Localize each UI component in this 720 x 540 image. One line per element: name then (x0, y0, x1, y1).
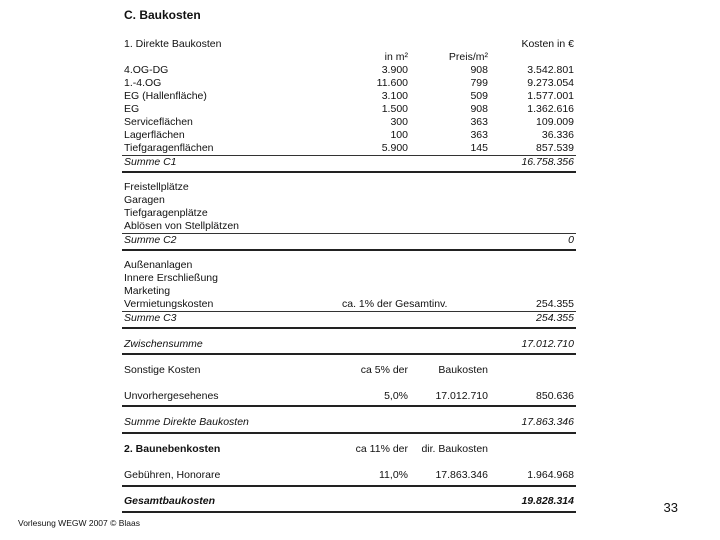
unforeseen-row (124, 390, 574, 403)
direct-total-value: 17.863.346 (521, 416, 574, 428)
unit-header: in m² (384, 51, 408, 63)
grand-total-row (124, 495, 574, 508)
row-area: 100 (390, 129, 408, 141)
divider (122, 353, 576, 355)
price-header: Preis/m² (448, 51, 488, 63)
row-price: 363 (470, 129, 488, 141)
divider (122, 327, 576, 329)
row-label: Tiefgaragenplätze (124, 207, 208, 219)
row-area: 3.100 (381, 90, 408, 102)
document-title: C. Baukosten (124, 8, 201, 22)
row-cost: 9.273.054 (527, 77, 574, 89)
row-base: 17.863.346 (435, 469, 488, 481)
slide-number: 33 (663, 500, 678, 515)
row-cost: 254.355 (536, 298, 574, 310)
table-row (124, 116, 574, 129)
grand-total-value: 19.828.314 (521, 495, 574, 507)
sum-c3-row (124, 312, 574, 325)
list-item (124, 207, 574, 220)
row-base: dir. Baukosten (421, 443, 488, 455)
row-area: 11.600 (376, 77, 408, 89)
sum-label: Summe C1 (124, 156, 177, 168)
row-label: 1.-4.OG (124, 77, 162, 89)
list-item (124, 285, 574, 298)
divider (122, 405, 576, 407)
row-cost: 857.539 (536, 142, 574, 154)
list-item (124, 272, 574, 285)
list-item (124, 181, 574, 194)
row-cost: 1.964.968 (527, 469, 574, 481)
column-headers (124, 51, 574, 64)
row-label: Marketing (124, 285, 171, 297)
row-label: Lagerflächen (124, 129, 185, 141)
row-label: Innere Erschließung (124, 272, 218, 284)
row-price: 145 (470, 142, 488, 154)
sum-label: Summe C3 (124, 312, 177, 324)
row-cost: 3.542.801 (527, 64, 574, 76)
row-pct: ca 11% der (355, 443, 408, 455)
row-base: Baukosten (438, 364, 488, 376)
table-row (124, 103, 574, 116)
direct-total-label: Summe Direkte Baukosten (124, 416, 249, 428)
footer-text: Vorlesung WEGW 2007 © Blaas (18, 518, 141, 528)
row-area: 1.500 (381, 103, 408, 115)
row-label: Serviceflächen (124, 116, 193, 128)
list-item (124, 194, 574, 207)
row-cost: 1.577.001 (527, 90, 574, 102)
fees-row (124, 469, 574, 482)
row-pct: 11,0% (379, 469, 408, 481)
row-label: EG (Hallenfläche) (124, 90, 207, 102)
row-price: 908 (470, 103, 488, 115)
row-price: 363 (470, 116, 488, 128)
table-row (124, 129, 574, 142)
sum-c2-row (124, 234, 574, 247)
table-row (124, 142, 574, 155)
table-row (124, 64, 574, 77)
divider (122, 432, 576, 434)
section1-heading: 1. Direkte Baukosten (124, 38, 222, 50)
sum-value: 254.355 (536, 312, 574, 324)
direct-total-row (124, 416, 574, 429)
subtotal-value: 17.012.710 (521, 338, 574, 350)
sum-c1-row (124, 156, 574, 169)
row-label: Freistellplätze (124, 181, 189, 193)
divider (122, 171, 576, 173)
subtotal-row (124, 338, 574, 351)
row-price: 799 (470, 77, 488, 89)
row-label: Tiefgaragenflächen (124, 142, 214, 154)
row-base: 17.012.710 (435, 390, 488, 402)
list-item (124, 220, 574, 233)
section1-header (124, 38, 574, 51)
section-b-header (124, 443, 574, 456)
cost-header: Kosten in € (521, 38, 574, 50)
list-item (124, 259, 574, 272)
row-price: 509 (470, 90, 488, 102)
other-costs-row (124, 364, 574, 377)
divider (122, 249, 576, 251)
subtotal-label: Zwischensumme (124, 338, 203, 350)
row-label: Sonstige Kosten (124, 364, 201, 376)
row-cost: 36.336 (541, 129, 574, 141)
table-row (124, 90, 574, 103)
section-b-heading: 2. Baunebenkosten (124, 443, 221, 455)
row-cost: 1.362.616 (527, 103, 574, 115)
row-label: Ablösen von Stellplätzen (124, 220, 239, 232)
row-price: 908 (470, 64, 488, 76)
row-label: Gebühren, Honorare (124, 469, 221, 481)
table-row (124, 77, 574, 90)
row-cost: 109.009 (536, 116, 574, 128)
row-label: 4.OG-DG (124, 64, 169, 76)
divider (122, 511, 576, 513)
sum-label: Summe C2 (124, 234, 177, 246)
row-note: ca. 1% der Gesamtinv. (342, 298, 448, 310)
row-label: Vermietungskosten (124, 298, 214, 310)
rent-row (124, 298, 574, 311)
row-label: Außenanlagen (124, 259, 193, 271)
cost-table (118, 6, 580, 516)
row-area: 5.900 (381, 142, 408, 154)
row-cost: 850.636 (536, 390, 574, 402)
row-area: 300 (390, 116, 408, 128)
row-pct: ca 5% der (360, 364, 408, 376)
divider (122, 485, 576, 487)
row-label: Garagen (124, 194, 165, 206)
row-pct: 5,0% (384, 390, 408, 402)
row-label: Unvorhergesehenes (124, 390, 219, 402)
row-area: 3.900 (381, 64, 408, 76)
row-label: EG (124, 103, 140, 115)
sum-value: 0 (568, 234, 574, 246)
sum-value: 16.758.356 (521, 156, 574, 168)
grand-total-label: Gesamtbaukosten (124, 495, 216, 507)
